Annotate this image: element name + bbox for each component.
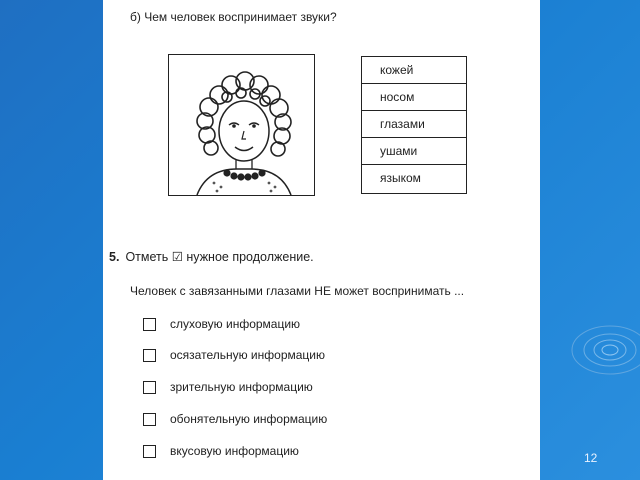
task-5-question: Человек с завязанными глазами НЕ может воспринимать ... [130, 284, 465, 298]
choice-taste[interactable] [143, 443, 299, 459]
choice-label: обонятельную информацию [170, 412, 328, 426]
option-skin[interactable]: кожей [362, 57, 466, 84]
choice-label: вкусовую информацию [170, 444, 299, 458]
option-eyes[interactable]: глазами [362, 111, 466, 138]
choice-label: слуховую информацию [170, 317, 301, 331]
task-5-heading [109, 249, 314, 264]
water-ripple-icon [560, 300, 640, 400]
option-nose[interactable]: носом [362, 84, 466, 111]
checkbox-icon[interactable] [143, 318, 156, 331]
task-instruction: Отметь ☑ нужное продолжение. [125, 250, 314, 264]
checkbox-icon[interactable] [143, 349, 156, 362]
choice-hearing[interactable] [143, 316, 300, 332]
girl-portrait-icon [168, 54, 315, 196]
choice-smell[interactable] [143, 411, 327, 427]
task-number: 5. [109, 250, 120, 264]
worksheet-page [103, 0, 540, 480]
option-tongue[interactable]: языком [380, 171, 421, 185]
option-ears[interactable]: ушами [362, 138, 466, 165]
choice-vision[interactable] [143, 379, 313, 395]
choice-touch[interactable] [143, 347, 325, 363]
question-b-title: б) Чем человек воспринимает звуки? [130, 10, 337, 24]
options-table [361, 56, 467, 194]
checkbox-icon[interactable] [143, 413, 156, 426]
choice-label: осязательную информацию [170, 348, 325, 362]
page-number: 12 [584, 451, 598, 465]
checkbox-icon[interactable] [143, 445, 156, 458]
choice-label: зрительную информацию [170, 380, 313, 394]
checkbox-icon[interactable] [143, 381, 156, 394]
